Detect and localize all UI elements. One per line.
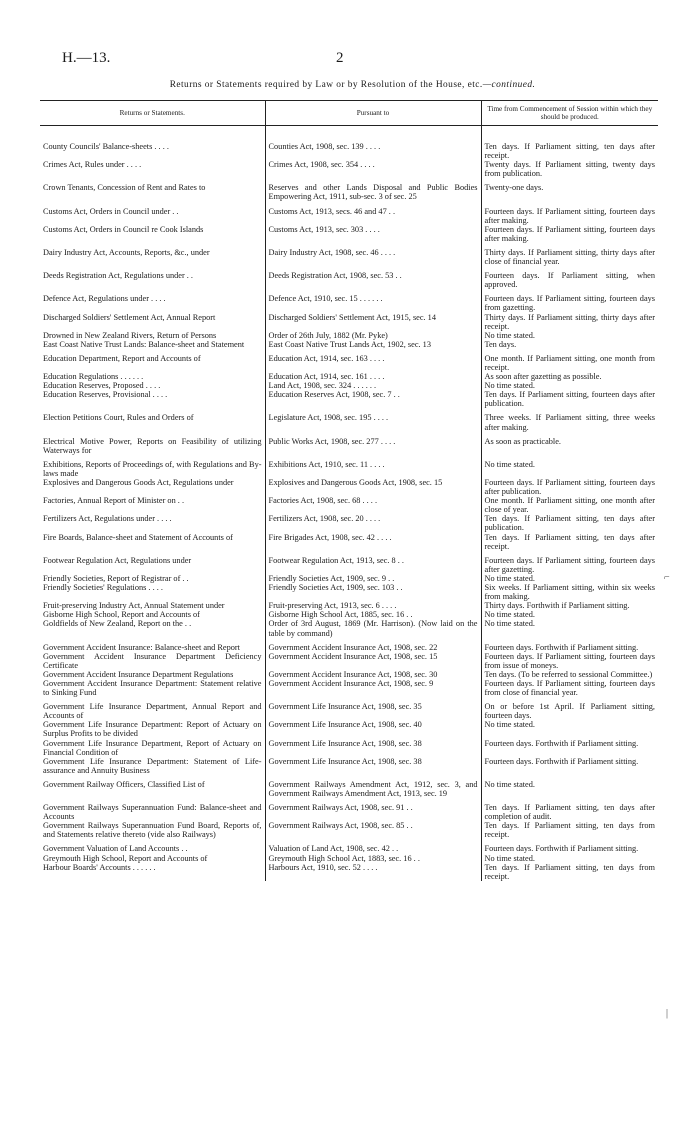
cell-pursuant: Fruit-preserving Act, 1913, sec. 6 . . . . [265, 601, 481, 610]
table-row [40, 601, 658, 610]
cell-time: Fourteen days. If Parliament sitting, fourteen days from issue of moneys. [481, 652, 658, 670]
cell-returns: Government Life Insurance Department: Statement of Life-assurance and Annuity Business [43, 756, 262, 775]
margin-mark: | [666, 1008, 669, 1019]
table-row [40, 574, 658, 583]
cell-pursuant: Government Railways Act, 1908, sec. 85 . . [265, 821, 481, 839]
cell-time: Fourteen days. If Parliament sitting, fourteen days after gazetting. [481, 551, 658, 574]
cell-time: One month. If Parliament sitting, one month from receipt. [481, 349, 658, 372]
cell-pursuant: Fertilizers Act, 1908, sec. 20 . . . . [265, 514, 481, 532]
cell-time: Fourteen days. If Parliament sitting, fourteen days from gazetting. [481, 289, 658, 312]
page-subtitle [40, 80, 665, 90]
cell-returns: Education Reserves, Provisional . . . . [43, 390, 168, 400]
cell-returns: Government Life Insurance Department, Annual Report and Accounts of [43, 702, 262, 721]
cell-returns: Government Life Insurance Department: Report of Actuary on Surplus Profits to be divided [43, 720, 262, 739]
cell-returns: Government Valuation of Land Accounts . . [43, 844, 188, 854]
cell-returns: Drowned in New Zealand Rivers, Return of Persons [43, 330, 217, 340]
cell-returns: Education Department, Report and Accounts of [43, 353, 201, 363]
cell-pursuant: Harbours Act, 1910, sec. 52 . . . . [265, 863, 481, 881]
cell-returns: Greymouth High School, Report and Accounts of [43, 853, 208, 863]
cell-returns: Education Reserves, Proposed . . . . [43, 381, 161, 391]
cell-pursuant: Counties Act, 1908, sec. 139 . . . . [265, 142, 481, 160]
cell-returns: Government Accident Insurance: Balance-sheet and Report [43, 642, 240, 652]
cell-returns: Government Accident Insurance Department Regulations [43, 669, 234, 679]
column-header-pursuant: Pursuant to [265, 101, 481, 126]
table-row [40, 821, 658, 839]
cell-time: Thirty days. Forthwith if Parliament sitting. [481, 601, 658, 610]
cell-time: Ten days. If Parliament sitting, ten days from receipt. [481, 821, 658, 839]
cell-returns: Government Life Insurance Department, Report of Actuary on Financial Condition of [43, 738, 262, 757]
column-header-time: Time from Commencement of Session within which they should be produced. [481, 101, 658, 126]
cell-pursuant: Discharged Soldiers' Settlement Act, 1915, sec. 14 [265, 313, 481, 331]
table-row [40, 243, 658, 266]
cell-pursuant: Legislature Act, 1908, sec. 195 . . . . [265, 408, 481, 431]
cell-time: Twenty-one days. [481, 178, 658, 201]
cell-time: One month. If Parliament sitting, one month after close of year. [481, 496, 658, 514]
cell-time: No time stated. [481, 854, 658, 863]
cell-time: No time stated. [481, 720, 658, 738]
cell-time: No time stated. [481, 331, 658, 340]
cell-pursuant: Education Reserves Act, 1908, sec. 7 . . [265, 390, 481, 408]
table-row [40, 514, 658, 532]
cell-time: No time stated. [481, 455, 658, 478]
cell-returns: Goldfields of New Zealand, Report on the . . [43, 619, 192, 629]
cell-time: Ten days. If Parliament sitting, ten days after completion of audit. [481, 798, 658, 821]
table-row [40, 619, 658, 637]
cell-pursuant: Crimes Act, 1908, sec. 354 . . . . [265, 160, 481, 178]
cell-returns: Government Railway Officers, Classified List of [43, 779, 205, 789]
table-row [40, 178, 658, 201]
cell-returns: Dairy Industry Act, Accounts, Reports, &c., under [43, 247, 210, 257]
table-row [40, 798, 658, 821]
cell-pursuant: Government Railways Amendment Act, 1912, sec. 3, and Government Railways Amendment Act, 1913, sec. 19 [265, 775, 481, 798]
table-row [40, 863, 658, 881]
table-row [40, 160, 658, 178]
table-row [40, 225, 658, 243]
cell-pursuant: Government Life Insurance Act, 1908, sec. 38 [265, 739, 481, 757]
table-row [40, 331, 658, 340]
cell-pursuant: Deeds Registration Act, 1908, sec. 53 . . [265, 266, 481, 289]
cell-pursuant: Land Act, 1908, sec. 324 . . . . . . [265, 381, 481, 390]
table-row [40, 496, 658, 514]
table-body [40, 126, 658, 881]
table-row [40, 610, 658, 619]
margin-mark: ⌐ [664, 572, 670, 583]
cell-returns: Factories, Annual Report of Minister on . . [43, 496, 185, 506]
cell-pursuant: Defence Act, 1910, sec. 15 . . . . . . [265, 289, 481, 312]
cell-returns: Customs Act, Orders in Council re Cook Islands [43, 224, 204, 234]
cell-pursuant: Government Life Insurance Act, 1908, sec. 35 [265, 697, 481, 720]
cell-pursuant: Government Accident Insurance Act, 1908, sec. 15 [265, 652, 481, 670]
cell-time: No time stated. [481, 574, 658, 583]
returns-table [40, 100, 658, 881]
cell-returns: Explosives and Dangerous Goods Act, Regulations under [43, 478, 234, 487]
table-row [40, 142, 658, 160]
cell-time: Fourteen days. If Parliament sitting, fourteen days from close of financial year. [481, 679, 658, 697]
table-row [40, 533, 658, 551]
cell-time: Ten days. If Parliament sitting, ten days from receipt. [481, 863, 658, 881]
cell-pursuant: Education Act, 1914, sec. 163 . . . . [265, 349, 481, 372]
cell-time: Twenty days. If Parliament sitting, twenty days from publication. [481, 160, 658, 178]
cell-returns: Education Regulations . . . . . . [43, 372, 144, 382]
table-row [40, 202, 658, 225]
cell-time: Fourteen days. Forthwith if Parliament sitting. [481, 757, 658, 775]
cell-returns: Government Railways Superannuation Fund: Balance-sheet and Accounts [43, 803, 262, 822]
cell-returns: Fruit-preserving Industry Act, Annual Statement under [43, 601, 225, 611]
cell-returns: Deeds Registration Act, Regulations under . . [43, 271, 194, 281]
cell-pursuant: Customs Act, 1913, sec. 303 . . . . [265, 225, 481, 243]
cell-pursuant: Government Accident Insurance Act, 1908, sec. 9 [265, 679, 481, 697]
cell-returns: County Councils' Balance-sheets . . . . [43, 142, 169, 151]
cell-returns: Government Accident Insurance Department Deficiency Certificate [43, 651, 262, 670]
cell-time: Thirty days. If Parliament sitting, thirty days after receipt. [481, 313, 658, 331]
cell-pursuant: Government Railways Act, 1908, sec. 91 . . [265, 798, 481, 821]
table-row [40, 381, 658, 390]
cell-returns: Friendly Societies, Report of Registrar of . . [43, 573, 189, 583]
table-row [40, 266, 658, 289]
column-header-returns: Returns or Statements. [40, 101, 265, 126]
cell-pursuant: Explosives and Dangerous Goods Act, 1908, sec. 15 [265, 478, 481, 496]
cell-time: As soon as practicable. [481, 432, 658, 455]
page-number: 2 [336, 50, 344, 66]
table-row [40, 839, 658, 853]
cell-pursuant: Factories Act, 1908, sec. 68 . . . . [265, 496, 481, 514]
cell-pursuant: Government Life Insurance Act, 1908, sec. 38 [265, 757, 481, 775]
cell-returns: Crimes Act, Rules under . . . . [43, 160, 142, 170]
cell-returns: Discharged Soldiers' Settlement Act, Annual Report [43, 312, 216, 322]
table-row [40, 551, 658, 574]
cell-pursuant: Friendly Societies Act, 1909, sec. 103 . . [265, 583, 481, 601]
table-spacer-row [40, 126, 658, 143]
subtitle-continued: —continued. [482, 80, 536, 90]
cell-time: Six weeks. If Parliament sitting, within six weeks from making. [481, 583, 658, 601]
table-row [40, 757, 658, 775]
cell-pursuant: Exhibitions Act, 1910, sec. 11 . . . . [265, 455, 481, 478]
table-row [40, 697, 658, 720]
table-row [40, 739, 658, 757]
cell-time: Fourteen days. If Parliament sitting, fourteen days after publication. [481, 478, 658, 496]
cell-returns: East Coast Native Trust Lands: Balance-sheet and Statement [43, 339, 245, 349]
cell-returns: Exhibitions, Reports of Proceedings of, with Regulations and By-laws made [43, 459, 262, 478]
cell-returns: Footwear Regulation Act, Regulations under [43, 555, 192, 565]
cell-time: Fourteen days. Forthwith if Parliament sitting. [481, 638, 658, 652]
cell-time: Fourteen days. Forthwith if Parliament sitting. [481, 739, 658, 757]
table-row [40, 652, 658, 670]
cell-returns: Electrical Motive Power, Reports on Feasibility of utilizing Waterways for [43, 436, 262, 455]
cell-returns: Customs Act, Orders in Council under . . [43, 206, 179, 216]
cell-time: Three weeks. If Parliament sitting, three weeks after making. [481, 408, 658, 431]
cell-time: Ten days. If Parliament sitting, ten days after receipt. [481, 533, 658, 551]
cell-pursuant: Valuation of Land Act, 1908, sec. 42 . . [265, 839, 481, 853]
table-row [40, 455, 658, 478]
table-row [40, 390, 658, 408]
table-row [40, 670, 658, 679]
cell-time: As soon after gazetting as possible. [481, 372, 658, 381]
cell-pursuant: Education Act, 1914, sec. 161 . . . . [265, 372, 481, 381]
cell-pursuant: Order of 3rd August, 1869 (Mr. Harrison). (Now laid on the table by command) [265, 619, 481, 637]
table-row [40, 340, 658, 349]
document-reference: H.—13. [62, 50, 111, 66]
cell-pursuant: Greymouth High School Act, 1883, sec. 16 . . [265, 854, 481, 863]
table-row [40, 854, 658, 863]
cell-time: No time stated. [481, 381, 658, 390]
cell-pursuant: Footwear Regulation Act, 1913, sec. 8 . . [265, 551, 481, 574]
cell-time: Ten days. If Parliament sitting, fourteen days after publication. [481, 390, 658, 408]
cell-pursuant: Gisborne High School Act, 1885, sec. 16 . . [265, 610, 481, 619]
cell-returns: Gisborne High School, Report and Accounts of [43, 610, 200, 620]
table-row [40, 432, 658, 455]
table-row [40, 720, 658, 738]
cell-time: Fourteen days. Forthwith if Parliament sitting. [481, 839, 658, 853]
table-row [40, 679, 658, 697]
cell-returns: Fertilizers Act, Regulations under . . . . [43, 514, 172, 524]
cell-returns: Government Railways Superannuation Fund Board, Reports of, and Statements relative thereto (vide also Railways) [43, 821, 262, 840]
cell-pursuant: Government Accident Insurance Act, 1908, sec. 30 [265, 670, 481, 679]
table-row [40, 478, 658, 496]
table-row [40, 313, 658, 331]
cell-returns: Election Petitions Court, Rules and Orders of [43, 413, 194, 423]
cell-returns: Friendly Societies' Regulations . . . . [43, 583, 163, 593]
table-header-row [40, 101, 658, 126]
cell-returns: Crown Tenants, Concession of Rent and Rates to [43, 183, 206, 193]
cell-time: Thirty days. If Parliament sitting, thirty days after close of financial year. [481, 243, 658, 266]
cell-time: On or before 1st April. If Parliament sitting, fourteen days. [481, 697, 658, 720]
table-row [40, 775, 658, 798]
cell-returns: Fire Boards, Balance-sheet and Statement of Accounts of [43, 532, 233, 542]
cell-pursuant: Fire Brigades Act, 1908, sec. 42 . . . . [265, 533, 481, 551]
cell-returns: Defence Act, Regulations under . . . . [43, 294, 166, 304]
table-row [40, 349, 658, 372]
cell-pursuant: Reserves and other Lands Disposal and Public Bodies Empowering Act, 1911, sub-sec. 3 of sec. 25 [265, 178, 481, 201]
cell-pursuant: Customs Act, 1913, secs. 46 and 47 . . [265, 202, 481, 225]
table-row [40, 638, 658, 652]
cell-pursuant: Government Life Insurance Act, 1908, sec. 40 [265, 720, 481, 738]
table-row [40, 408, 658, 431]
cell-time: Fourteen days. If Parliament sitting, fourteen days after making. [481, 225, 658, 243]
cell-pursuant: Government Accident Insurance Act, 1908, sec. 22 [265, 638, 481, 652]
table-row [40, 583, 658, 601]
cell-returns: Harbour Boards' Accounts . . . . . . [43, 862, 156, 872]
cell-time: Ten days. If Parliament sitting, ten days after publication. [481, 514, 658, 532]
cell-returns: Government Accident Insurance Department: Statement relative to Sinking Fund [43, 678, 262, 698]
subtitle-text: Returns or Statements required by Law or by Resolution of the House, etc. [169, 80, 483, 90]
cell-time: No time stated. [481, 775, 658, 798]
cell-pursuant: Order of 26th July, 1882 (Mr. Pyke) [265, 331, 481, 340]
table-row [40, 289, 658, 312]
cell-time: No time stated. [481, 610, 658, 619]
cell-time: No time stated. [481, 619, 658, 637]
cell-pursuant: East Coast Native Trust Lands Act, 1902, sec. 13 [265, 340, 481, 349]
cell-time: Fourteen days. If Parliament sitting, fourteen days after making. [481, 202, 658, 225]
cell-pursuant: Friendly Societies Act, 1909, sec. 9 . . [265, 574, 481, 583]
cell-pursuant: Public Works Act, 1908, sec. 277 . . . . [265, 432, 481, 455]
cell-time: Ten days. (To be referred to sessional Committee.) [481, 670, 658, 679]
cell-pursuant: Dairy Industry Act, 1908, sec. 46 . . . . [265, 243, 481, 266]
cell-time: Ten days. If Parliament sitting, ten days after receipt. [481, 142, 658, 160]
table-row [40, 372, 658, 381]
page-header [62, 50, 660, 70]
cell-time: Fourteen days. If Parliament sitting, when approved. [481, 266, 658, 289]
cell-time: Ten days. [481, 340, 658, 349]
